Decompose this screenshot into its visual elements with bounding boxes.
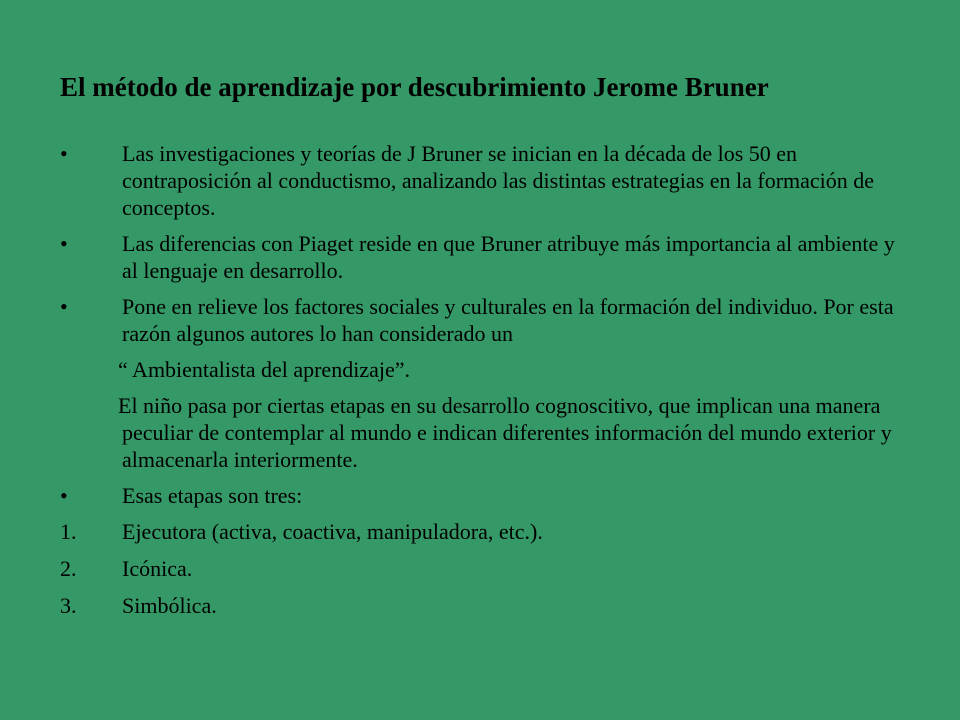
stage-number: 3.: [60, 593, 77, 618]
bullet-symbol: •: [60, 294, 68, 319]
bullet-symbol: •: [60, 483, 68, 508]
bullet-symbol: •: [60, 231, 68, 256]
stage-label: Icónica.: [122, 556, 193, 581]
stage-label: Simbólica.: [122, 593, 217, 618]
stage-item-3: [60, 592, 900, 619]
bullet-text: Las investigaciones y teorías de J Bruner se inician en la década de los 50 en contraposición al conductismo, analizando las distintas estrategias en la formación de conceptos.: [122, 141, 875, 220]
slide-body: [60, 140, 900, 629]
slide-title: El método de aprendizaje por descubrimiento Jerome Bruner: [60, 72, 769, 102]
bullet-text: Pone en relieve los factores sociales y culturales en la formación del individuo. Por esta razón algunos autores lo han considerado un: [122, 294, 894, 346]
bullet-text: Las diferencias con Piaget reside en que Bruner atribuye más importancia al ambiente y al lenguaje en desarrollo.: [122, 231, 895, 283]
stage-number: 1.: [60, 519, 77, 544]
stage-label: Ejecutora (activa, coactiva, manipuladora, etc.).: [122, 519, 543, 544]
continuation-paragraph: El niño pasa por ciertas etapas en su desarrollo cognoscitivo, que implican una manera peculiar de contemplar al mundo e indican diferentes información del mundo exterior y almacenarla interiormente.: [118, 393, 892, 472]
bullet-item-1: [60, 140, 900, 221]
bullet-symbol: •: [60, 141, 68, 166]
bullet-item-stages: [60, 482, 900, 509]
bullet-text: Esas etapas son tres:: [122, 483, 303, 508]
bullet-item-2: [60, 230, 900, 284]
continuation-quote: “ Ambientalista del aprendizaje”.: [118, 357, 410, 382]
stage-number: 2.: [60, 556, 77, 581]
bullet-item-3: [60, 293, 900, 347]
stage-item-1: [60, 518, 900, 545]
stage-item-2: [60, 555, 900, 582]
